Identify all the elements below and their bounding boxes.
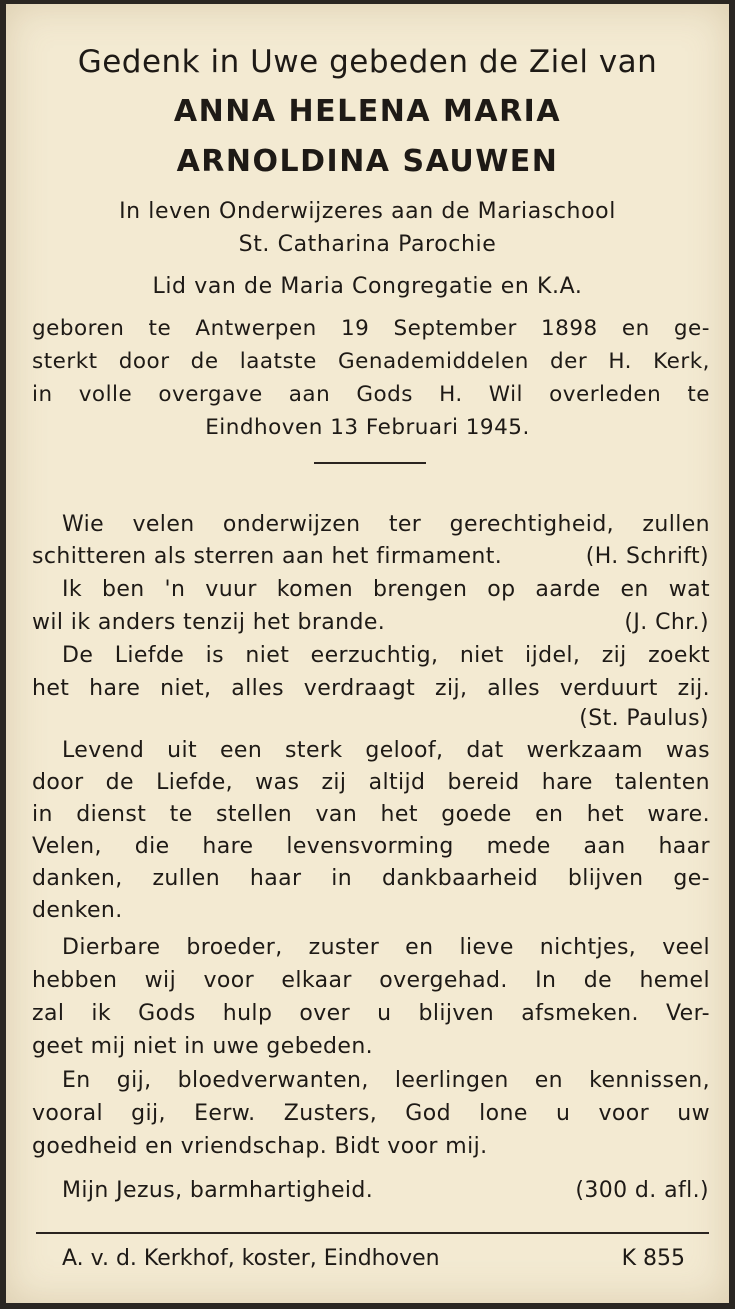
occupation-line2: St. Catharina Parochie xyxy=(238,232,497,257)
quote-line: De Liefde is niet eerzuchtig, niet ijdel, zij zoekt xyxy=(62,643,710,668)
paragraph-line: in dienst te stellen van het goede en het ware. xyxy=(32,802,710,827)
paragraph-line: zal ik Gods hulp over u blijven afsmeken. Ver- xyxy=(32,1001,710,1026)
memorial-card xyxy=(6,4,729,1303)
deceased-name-line2: ARNOLDINA SAUWEN xyxy=(176,144,559,179)
card-heading: Gedenk in Uwe gebeden de Ziel van xyxy=(77,44,658,80)
card-code: K 855 xyxy=(621,1246,685,1271)
divider xyxy=(314,462,426,464)
paragraph-line: door de Liefde, was zij altijd bereid hare talenten xyxy=(32,770,710,795)
footer-rule xyxy=(36,1232,709,1234)
paragraph-line: Velen, die hare levensvorming mede aan haar xyxy=(32,834,710,859)
printer-credit: A. v. d. Kerkhof, koster, Eindhoven xyxy=(62,1246,440,1271)
paragraph-line: Dierbare broeder, zuster en lieve nichtjes, veel xyxy=(62,935,710,960)
paragraph-line: hebben wij voor elkaar overgehad. In de hemel xyxy=(32,968,710,993)
indulgence-note: (300 d. afl.) xyxy=(575,1178,709,1203)
paragraph-line: Levend uit een sterk geloof, dat werkzaam was xyxy=(62,738,710,763)
paragraph-line: vooral gij, Eerw. Zusters, God lone u voor uw xyxy=(32,1101,710,1126)
biography-line: in volle overgave aan Gods H. Wil overleden te xyxy=(32,382,710,407)
quote-line: wil ik anders tenzij het brande. xyxy=(32,610,386,635)
quote-line: schitteren als sterren aan het firmament. xyxy=(32,544,503,569)
quote-line: Wie velen onderwijzen ter gerechtigheid, zullen xyxy=(62,512,710,537)
quote-source: (St. Paulus) xyxy=(579,706,709,731)
biography-line: sterkt door de laatste Genademiddelen der H. Kerk, xyxy=(32,349,710,374)
paragraph-line: geet mij niet in uwe gebeden. xyxy=(32,1034,374,1059)
paragraph-line: En gij, bloedverwanten, leerlingen en kennissen, xyxy=(62,1068,710,1093)
biography-line: geboren te Antwerpen 19 September 1898 en ge- xyxy=(32,316,710,341)
paragraph-line: denken. xyxy=(32,898,123,923)
quote-source: (J. Chr.) xyxy=(624,610,709,635)
biography-line: Eindhoven 13 Februari 1945. xyxy=(205,415,530,440)
occupation-line1: In leven Onderwijzeres aan de Mariaschool xyxy=(119,199,616,224)
quote-line: het hare niet, alles verdraagt zij, alles verduurt zij. xyxy=(32,676,710,701)
deceased-name-line1: ANNA HELENA MARIA xyxy=(173,94,562,129)
prayer-line: Mijn Jezus, barmhartigheid. xyxy=(62,1178,374,1203)
quote-source: (H. Schrift) xyxy=(585,544,709,569)
paragraph-line: danken, zullen haar in dankbaarheid blijven ge- xyxy=(32,866,710,891)
quote-line: Ik ben 'n vuur komen brengen op aarde en wat xyxy=(62,577,710,602)
membership-line: Lid van de Maria Congregatie en K.A. xyxy=(152,274,583,299)
paragraph-line: goedheid en vriendschap. Bidt voor mij. xyxy=(32,1134,488,1159)
